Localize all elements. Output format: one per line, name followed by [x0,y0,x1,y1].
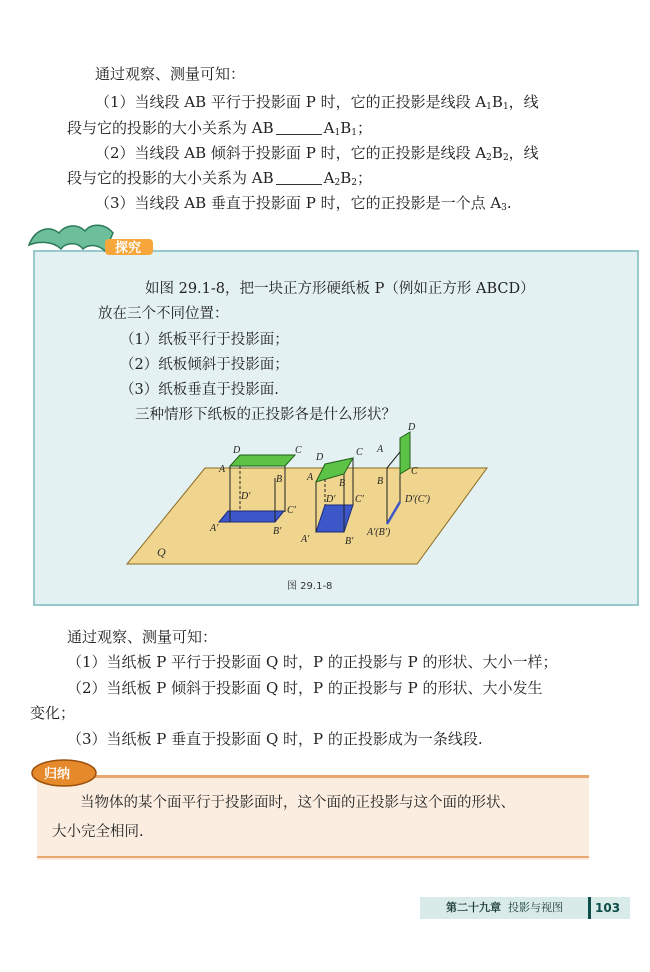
explore-item2: （2）纸板倾斜于投影面； [120,357,289,373]
summary-line1: 当物体的某个面平行于投影面时，这个面的正投影与这个面的形状、 [80,795,515,811]
svg-text:D′: D′ [326,494,336,505]
chapter-label: 第二十九章 [446,901,501,914]
page-footer [420,897,630,919]
svg-text:C: C [411,466,418,477]
figure-caption: 图 29.1-8 [287,581,333,592]
summary-line2: 大小完全相同. [52,824,144,840]
svg-text:B: B [339,478,346,489]
svg-text:A′: A′ [210,523,219,534]
svg-text:B′: B′ [345,536,354,547]
svg-text:D′(C′): D′(C′) [405,494,430,505]
projection-figure [35,422,637,602]
page-number: 103 [595,901,621,915]
explore-item1: （1）纸板平行于投影面； [120,332,289,348]
obs2-intro: 通过观察、测量可知： [67,628,218,646]
obs1-line2a: （2）当线段 AB 倾斜于投影面 P 时，它的正投影是线段 $A_2B_2$，线 [95,144,539,163]
svg-text:归纳: 归纳 [44,767,71,782]
svg-text:B′: B′ [273,526,282,537]
answer-blank[interactable] [276,170,322,185]
summary-badge [30,757,100,789]
explore-p2: 放在三个不同位置： [98,306,229,322]
svg-text:A: A [219,464,226,475]
projection-square-1 [219,511,284,522]
svg-text:C: C [295,445,302,456]
svg-text:D: D [316,452,324,463]
board-square-3 [400,432,410,474]
explore-p1: 如图 29.1-8，把一块正方形硬纸板 P（例如正方形 ABCD） [145,281,535,297]
summary-box [37,778,589,860]
svg-text:D′: D′ [241,491,251,502]
obs2-line1: （1）当纸板 P 平行于投影面 Q 时，P 的正投影与 P 的形状、大小一样； [67,653,558,671]
svg-text:D: D [408,422,416,433]
svg-text:C: C [356,447,363,458]
footer-divider [588,897,591,919]
svg-text:探究: 探究 [115,241,142,256]
board-square-1 [230,455,295,466]
svg-text:B: B [276,474,283,485]
explore-box [33,250,639,606]
obs2-line2b: 变化； [30,704,76,722]
svg-text:C′: C′ [355,494,364,505]
svg-text:D: D [233,445,241,456]
obs1-line1a: （1）当线段 AB 平行于投影面 P 时，它的正投影是线段 $A_1B_1$，线 [95,93,539,112]
obs1-intro: 通过观察、测量可知： [95,65,246,83]
wave-icon [29,225,113,251]
svg-text:A: A [377,444,384,455]
summary-divider [92,775,589,778]
svg-text:C′: C′ [287,505,296,516]
explore-badge [25,215,155,263]
plane-q-label: Q [157,545,166,559]
svg-text:B: B [377,476,384,487]
obs2-line2a: （2）当纸板 P 倾斜于投影面 Q 时，P 的正投影与 P 的形状、大小发生 [67,679,543,697]
answer-blank[interactable] [276,120,322,135]
svg-text:A: A [307,472,314,483]
obs2-line3: （3）当纸板 P 垂直于投影面 Q 时，P 的正投影成为一条线段. [67,730,483,748]
explore-question: 三种情形下纸板的正投影各是什么形状？ [135,407,396,423]
chapter-title: 投影与视图 [508,901,563,914]
obs1-line2b: 段与它的投影的大小关系为 AB $A_2B_2$； [67,169,372,188]
summary-divider-bottom [37,856,589,858]
svg-text:A′: A′ [301,534,310,545]
obs1-line3: （3）当线段 AB 垂直于投影面 P 时，它的正投影是一个点 $A_3$. [95,194,512,213]
explore-item3: （3）纸板垂直于投影面. [120,382,279,398]
obs1-line1b: 段与它的投影的大小关系为 AB $A_1B_1$； [67,119,372,138]
svg-text:A′(B′): A′(B′) [367,527,391,538]
